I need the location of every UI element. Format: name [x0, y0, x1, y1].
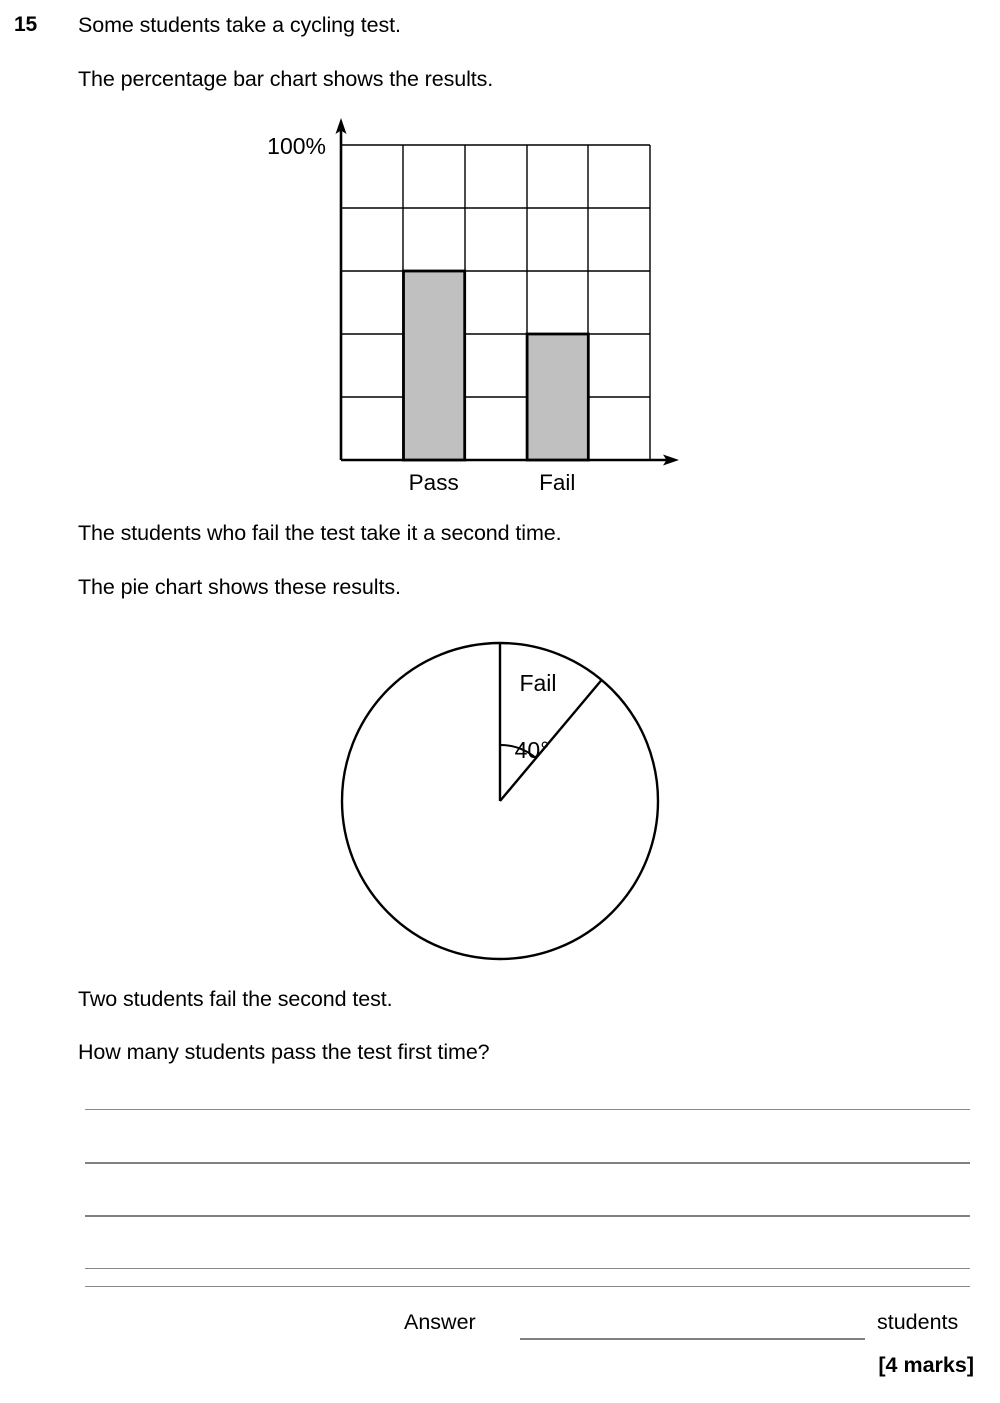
pie-chart-caption: The pie chart shows these results. — [78, 575, 401, 599]
answer-line-4[interactable] — [85, 1268, 970, 1269]
chart-gridlines — [341, 145, 650, 460]
bar-chart-caption: The percentage bar chart shows the results. — [78, 67, 494, 91]
answer-line-1[interactable] — [85, 1109, 970, 1110]
question-number: 15 — [14, 13, 37, 36]
y-axis — [336, 118, 347, 460]
bar-label-pass: Pass — [408, 470, 459, 495]
two-fail-statement: Two students fail the second test. — [78, 987, 393, 1011]
answer-input-blank[interactable] — [520, 1338, 865, 1340]
bar-label-fail: Fail — [539, 470, 576, 495]
percentage-bar-chart — [240, 112, 690, 502]
bar-fail — [527, 334, 588, 460]
answer-label: Answer — [404, 1310, 476, 1334]
answer-row — [0, 1310, 1000, 1344]
second-attempt-text: The students who fail the test take it a second time. — [78, 521, 562, 545]
answer-line-3[interactable] — [85, 1215, 970, 1217]
pie-slice-label-fail: Fail — [519, 670, 557, 696]
answer-line-5[interactable] — [85, 1286, 970, 1287]
bar-pass — [404, 271, 465, 460]
marks-label: [4 marks] — [878, 1353, 974, 1377]
question-intro-text: Some students take a cycling test. — [78, 13, 401, 37]
answer-line-2[interactable] — [85, 1162, 970, 1164]
answer-units-label: students — [877, 1310, 959, 1334]
pie-angle-label: 40° — [514, 737, 550, 763]
y-axis-max-label: 100% — [267, 133, 326, 159]
second-test-pie-chart — [330, 625, 680, 975]
question-prompt: How many students pass the test first time? — [78, 1040, 490, 1064]
x-axis — [341, 455, 679, 466]
